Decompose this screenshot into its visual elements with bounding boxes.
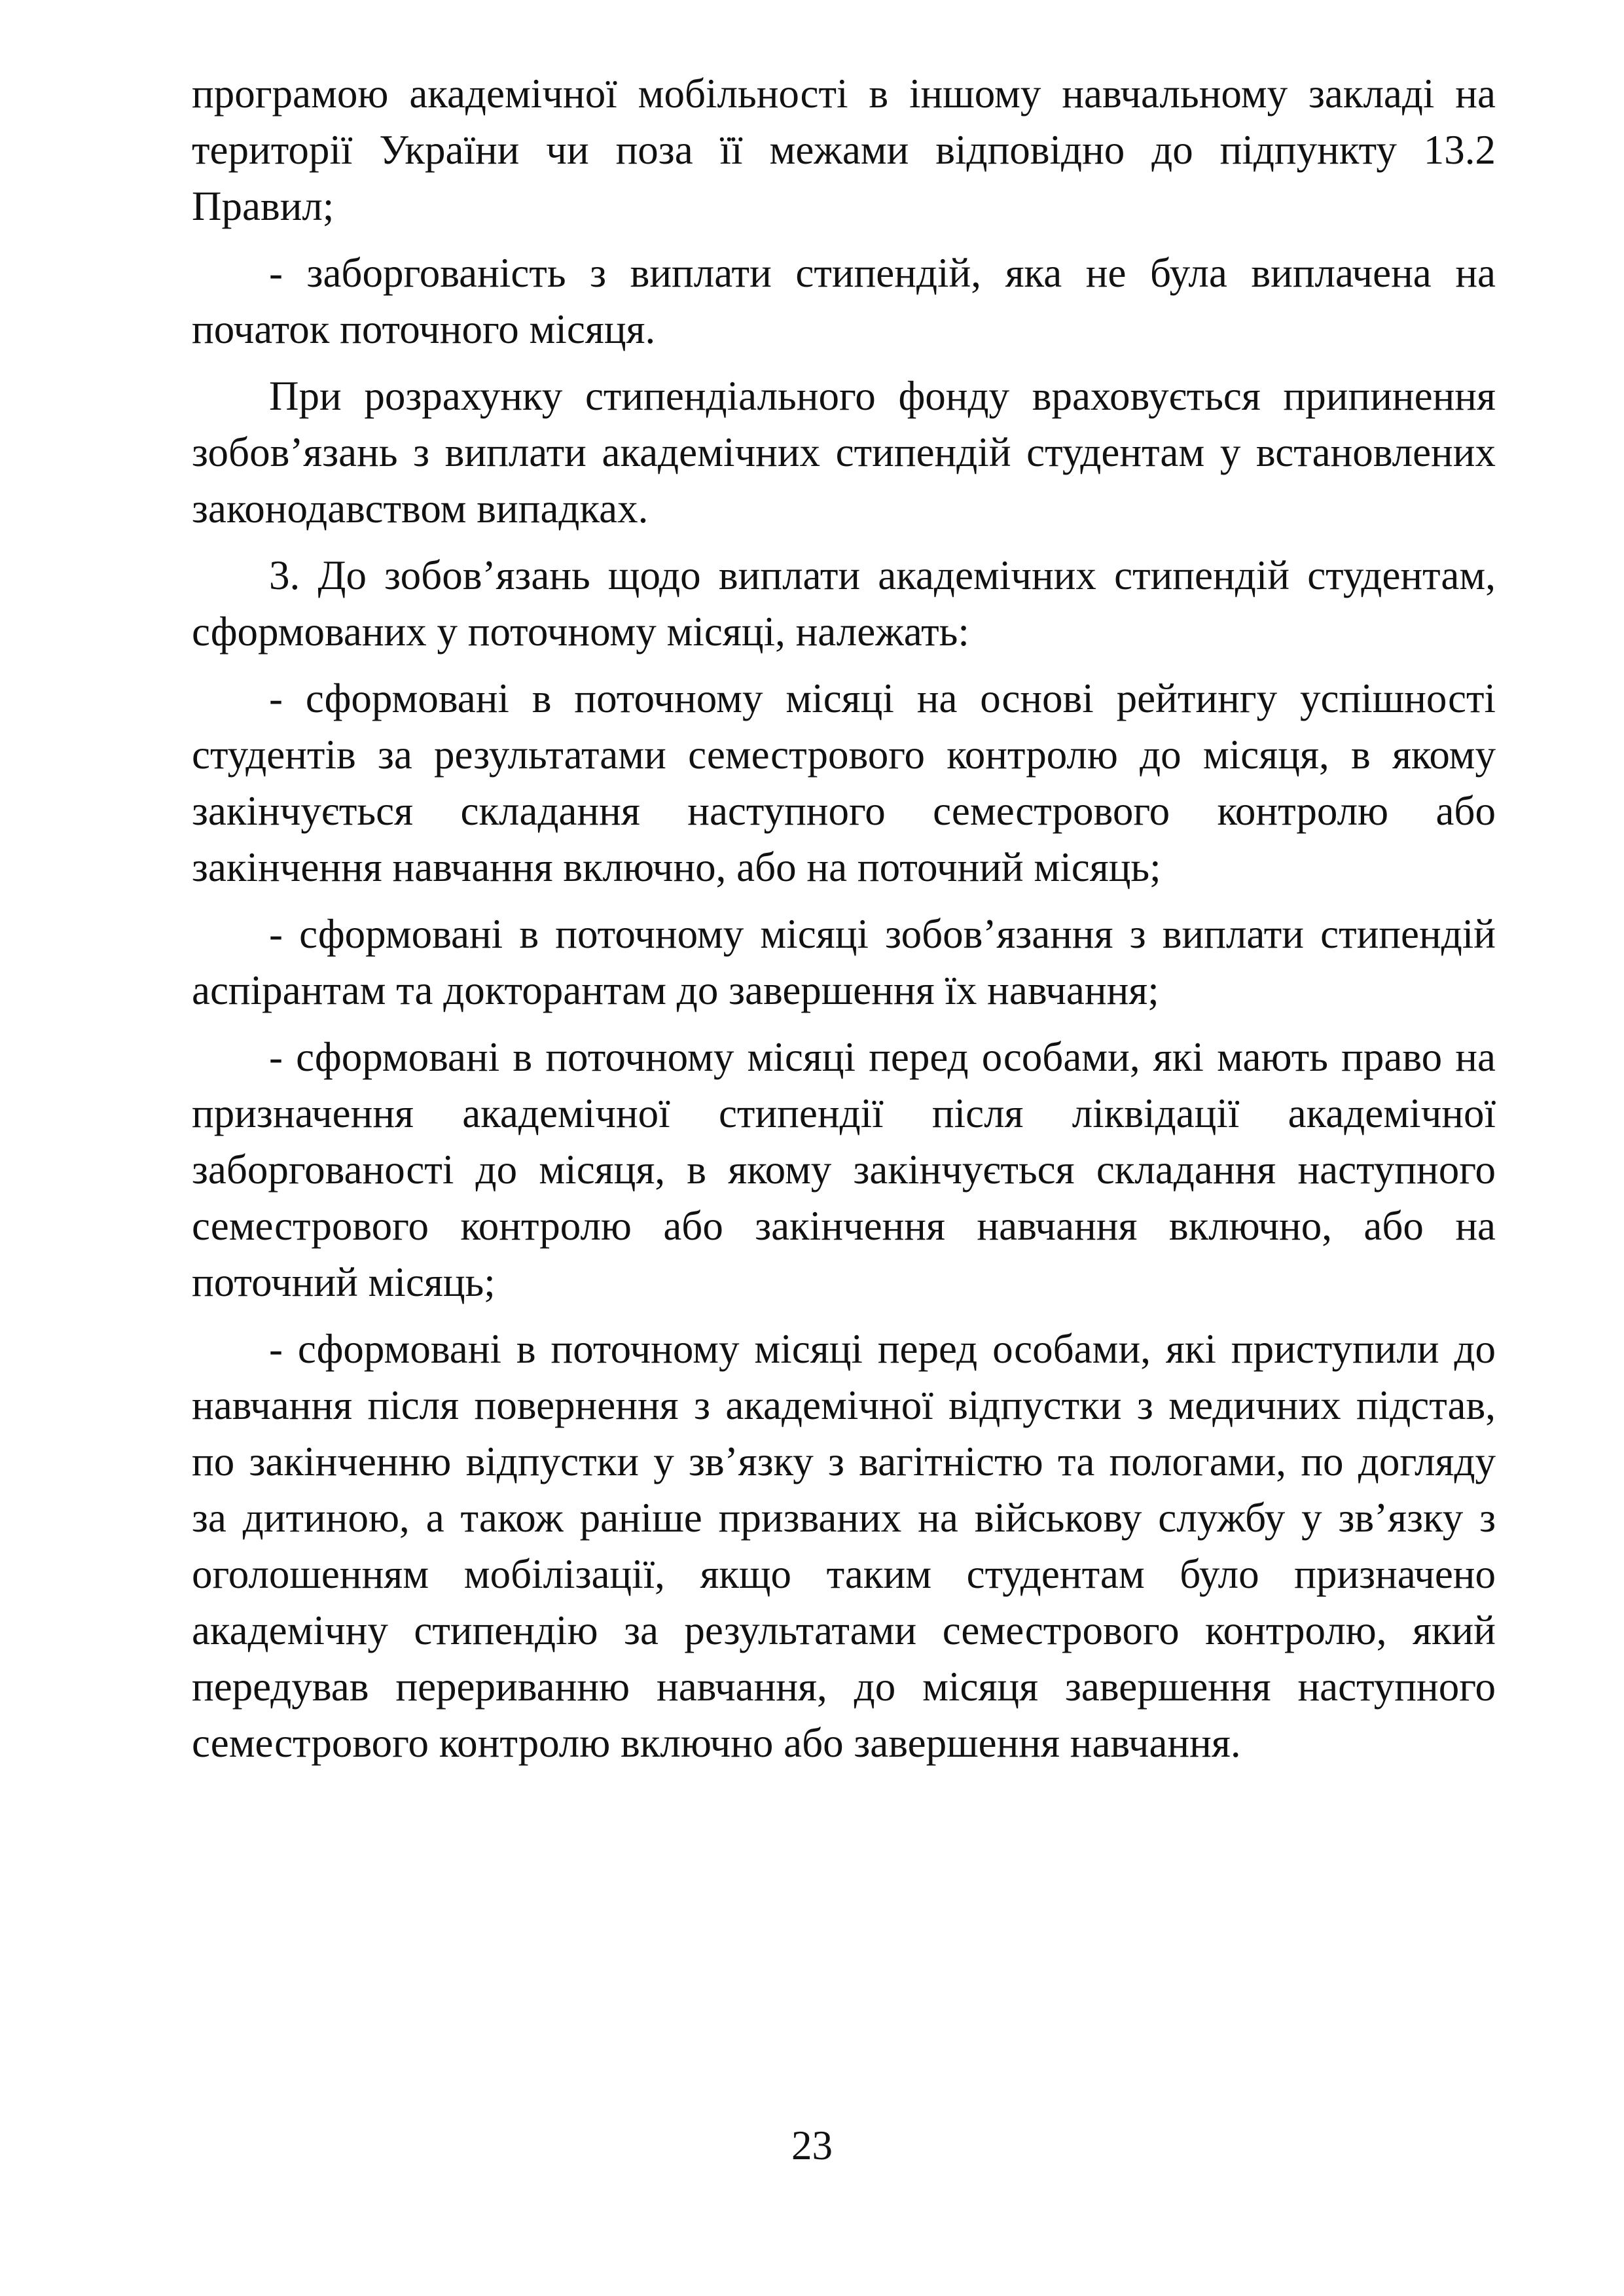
paragraph-continuation: програмою академічної мобільності в іншому навчальному закладі на території України чи поза її межами відповідно до підпункту 13.2 Правил; bbox=[192, 71, 1496, 229]
paragraph-obligations-returning-students: - сформовані в поточному місяці перед особами, які приступили до навчання після повернення з академічної відпустки з медичних підстав, по закінченню відпустки у зв’язку з вагітністю та пологами, по догляду за дитиною, а також раніше призваних на військову службу у зв’язку з оголошенням мобілізації, якщо таким студентам було призначено академічну стипендію за результатами семестрового контролю, який передував перериванню навчання, до місяця завершення наступного семестрового контролю включно або завершення навчання. bbox=[192, 1326, 1496, 1766]
document-body bbox=[192, 65, 1496, 1782]
paragraph-obligations-rating: - сформовані в поточному місяці на основі рейтингу успішності студентів за результатами семестрового контролю до місяця, в якому закінчується складання наступного семестрового контролю або закінчення навчання включно, або на поточний місяць; bbox=[192, 675, 1496, 890]
paragraph-scholarship-debt: - заборгованість з виплати стипендій, яка не була виплачена на початок поточного місяця. bbox=[192, 250, 1496, 352]
paragraph-obligations-debt-liquidation: - сформовані в поточному місяці перед особами, які мають право на призначення академічної стипендії після ліквідації академічної заборгованості до місяця, в якому закінчується складання наступного семестрового контролю або закінчення навчання включно, або на поточний місяць; bbox=[192, 1034, 1496, 1305]
paragraph-fund-calculation: При розрахунку стипендіального фонду враховується припинення зобов’язань з виплати академічних стипендій студентам у встановлених законодавством випадках. bbox=[192, 373, 1496, 531]
paragraph-obligations-heading: 3. До зобов’язань щодо виплати академічних стипендій студентам, сформованих у поточному місяці, належать: bbox=[192, 552, 1496, 655]
paragraph-obligations-postgraduates: - сформовані в поточному місяці зобов’язання з виплати стипендій аспірантам та докторантам до завершення їх навчання; bbox=[192, 911, 1496, 1013]
page-number: 23 bbox=[791, 2123, 833, 2168]
